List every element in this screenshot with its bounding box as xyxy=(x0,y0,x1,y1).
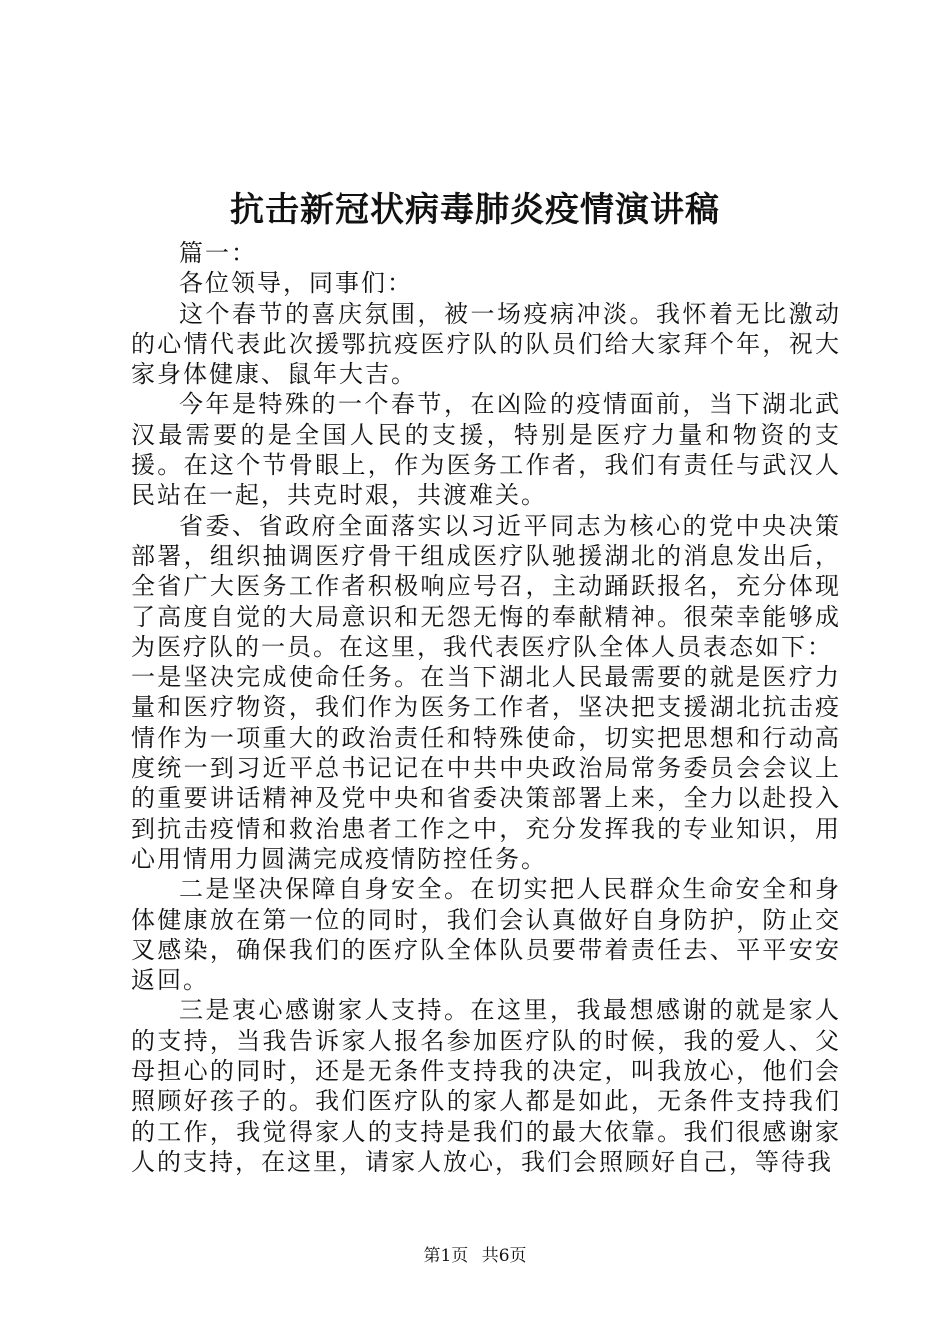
page-number: 第1页 xyxy=(423,1246,469,1266)
paragraph: 一是坚决完成使命任务。在当下湖北人民最需要的就是医疗力量和医疗物资，我们作为医务工作者，坚决把支援湖北抗击疫情作为一项重大的政治责任和特殊使命，切实把思想和行动高度统一到习近平总书记记在中共中央政治局常务委员会会议上的重要讲话精神及党中央和省委决策部署上来，全力以赴投入到抗击疫情和救治患者工作之中，充分发挥我的专业知识，用心用情用力圆满完成疫情防控任务。 xyxy=(131,663,841,873)
paragraph-heading: 篇一： xyxy=(179,239,257,267)
paragraph-salutation: 各位领导，同事们： xyxy=(179,269,413,298)
document-body xyxy=(131,238,841,1177)
page-footer xyxy=(0,1245,950,1267)
document-title: 抗击新冠状病毒肺炎疫情演讲稿 xyxy=(230,190,720,230)
page-total: 共6页 xyxy=(481,1246,527,1266)
paragraph: 三是衷心感谢家人支持。在这里，我最想感谢的就是家人的支持，当我告诉家人报名参加医疗队的时候，我的爱人、父母担心的同时，还是无条件支持我的决定，叫我放心，他们会照顾好孩子的。我们医疗队的家人都是如此，无条件支持我们的工作，我觉得家人的支持是我们的最大依靠。我们很感谢家人的支持，在这里，请家人放心，我们会照顾好自己，等待我 xyxy=(131,996,841,1176)
paragraph: 今年是特殊的一个春节，在凶险的疫情面前，当下湖北武汉最需要的是全国人民的支援，特别是医疗力量和物资的支援。在这个节骨眼上，作为医务工作者，我们有责任与武汉人民站在一起，共克时艰，共渡难关。 xyxy=(131,390,841,510)
paragraph: 省委、省政府全面落实以习近平同志为核心的党中央决策部署，组织抽调医疗骨干组成医疗队驰援湖北的消息发出后，全省广大医务工作者积极响应号召，主动踊跃报名，充分体现了高度自觉的大局意识和无怨无悔的奉献精神。很荣幸能够成为医疗队的一员。在这里，我代表医疗队全体人员表态如下： xyxy=(131,511,841,661)
paragraph: 二是坚决保障自身安全。在切实把人民群众生命安全和身体健康放在第一位的同时，我们会认真做好自身防护，防止交叉感染，确保我们的医疗队全体队员要带着责任去、平平安安返回。 xyxy=(131,875,841,995)
paragraph: 这个春节的喜庆氛围，被一场疫病冲淡。我怀着无比激动的心情代表此次援鄂抗疫医疗队的队员们给大家拜个年，祝大家身体健康、鼠年大吉。 xyxy=(131,299,841,389)
